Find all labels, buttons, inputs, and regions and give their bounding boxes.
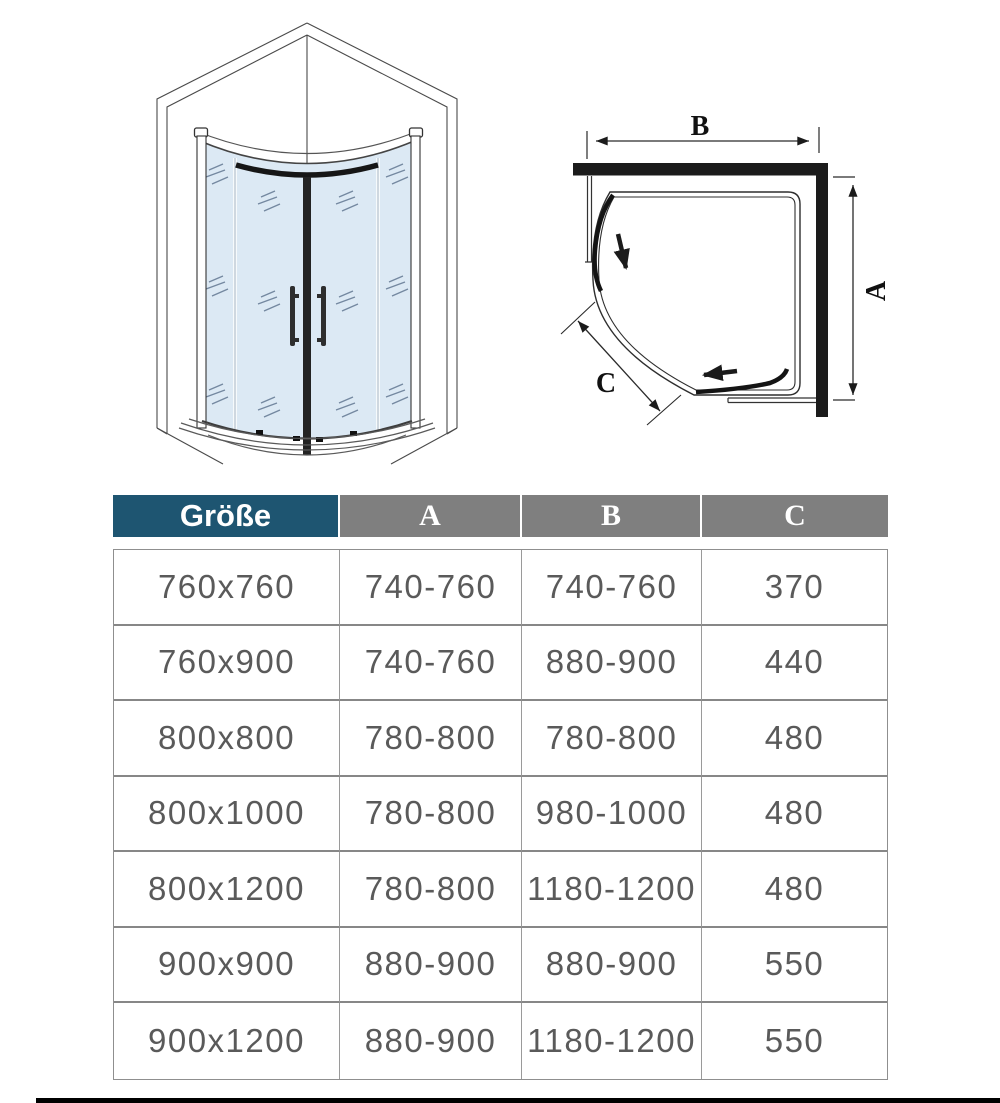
size-table xyxy=(113,495,888,1080)
table-cell: 780-800 xyxy=(340,701,522,777)
door-direction-arrows xyxy=(618,234,737,375)
header-cell-c: C xyxy=(702,495,888,537)
table-cell: 1180-1200 xyxy=(522,852,702,928)
header-cell-groesse: Größe xyxy=(113,495,340,537)
table-cell: 740-760 xyxy=(340,550,522,626)
plan-top-wall xyxy=(573,163,828,176)
table-cell: 780-800 xyxy=(522,701,702,777)
table-cell: 800x800 xyxy=(114,701,340,777)
table-cell: 480 xyxy=(702,777,887,853)
table-cell: 440 xyxy=(702,626,887,702)
table-cell: 480 xyxy=(702,852,887,928)
table-cell: 1180-1200 xyxy=(522,1003,702,1079)
table-cell: 800x1000 xyxy=(114,777,340,853)
table-cell: 900x1200 xyxy=(114,1003,340,1079)
header-cell-a: A xyxy=(340,495,522,537)
plan-view-diagram xyxy=(560,95,980,445)
table-cell: 780-800 xyxy=(340,777,522,853)
table-cell: 740-760 xyxy=(522,550,702,626)
dimension-label-a: A xyxy=(861,280,892,302)
table-cell: 780-800 xyxy=(340,852,522,928)
table-cell: 880-900 xyxy=(522,626,702,702)
table-cell: 480 xyxy=(702,701,887,777)
plan-right-wall xyxy=(816,163,828,417)
center-mullion xyxy=(303,177,311,455)
table-cell: 880-900 xyxy=(340,1003,522,1079)
table-cell: 980-1000 xyxy=(522,777,702,853)
table-cell: 880-900 xyxy=(340,928,522,1004)
size-table-header xyxy=(113,495,888,537)
dimension-a xyxy=(833,177,855,400)
front-view-diagram xyxy=(110,10,480,470)
size-table-body xyxy=(113,549,888,1080)
dimension-c xyxy=(561,302,681,425)
dimension-label-c: C xyxy=(595,368,617,399)
table-cell: 550 xyxy=(764,1021,825,1059)
table-cell: 760x760 xyxy=(114,550,340,626)
table-cell: 800x1200 xyxy=(114,852,340,928)
table-cell: 370 xyxy=(702,550,887,626)
table-cell: 550 xyxy=(702,928,887,1004)
header-cell-b: B xyxy=(522,495,702,537)
table-cell: 760x900 xyxy=(114,626,340,702)
dimension-label-b: B xyxy=(690,111,710,142)
table-cell: 880-900 xyxy=(522,928,702,1004)
table-cell: 740-760 xyxy=(340,626,522,702)
bottom-border xyxy=(36,1098,1000,1103)
plan-tray-outline xyxy=(593,192,800,395)
table-cell: 900x900 xyxy=(114,928,340,1004)
sliding-door-arcs xyxy=(595,195,787,392)
bottom-profile xyxy=(728,398,816,403)
